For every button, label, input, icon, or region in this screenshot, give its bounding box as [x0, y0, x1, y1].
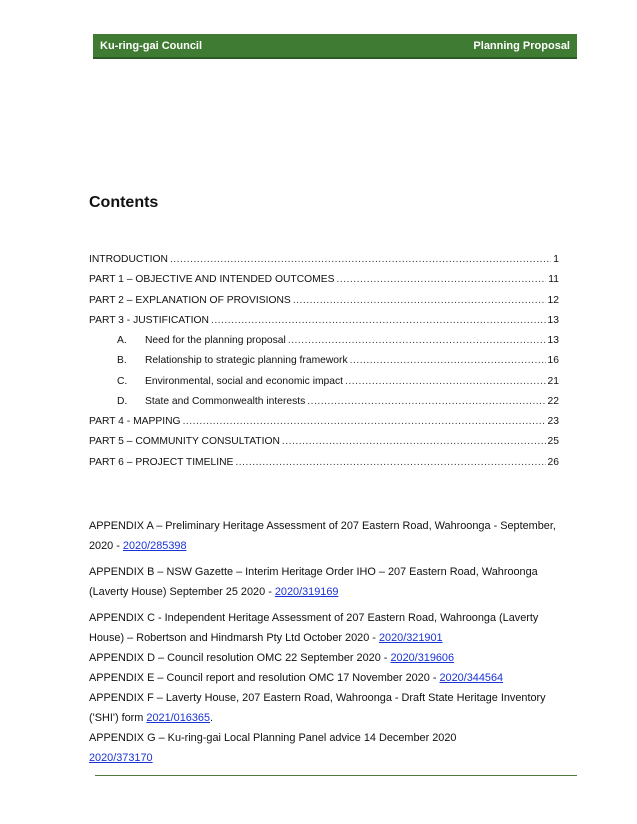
appendix-reference-link[interactable]: 2020/285398: [122, 540, 187, 552]
toc-subentry[interactable]: [89, 355, 559, 375]
appendix-reference-link[interactable]: 2020/321901: [378, 632, 443, 644]
toc-leader: [288, 335, 546, 346]
appendix-text: APPENDIX D – Council resolution OMC 22 September 2020 -: [89, 652, 391, 664]
toc-entry-page: 26: [547, 456, 559, 468]
toc-subentry-letter: D.: [117, 395, 128, 407]
page-header: [93, 34, 577, 59]
appendix-item: [89, 728, 564, 768]
appendix-item: [89, 516, 564, 556]
toc-entry-label: PART 6 – PROJECT TIMELINE: [89, 456, 234, 468]
toc-entry-label: INTRODUCTION: [89, 254, 168, 265]
toc-subentry-letter: B.: [117, 355, 127, 367]
appendix-item: [89, 648, 564, 668]
toc-subentry[interactable]: [89, 335, 559, 355]
appendix-reference-link[interactable]: 2021/016365: [146, 712, 211, 724]
toc-entry-page: 25: [547, 436, 559, 448]
toc-entry[interactable]: [89, 254, 559, 274]
appendix-text: APPENDIX E – Council report and resolution OMC 17 November 2020 -: [89, 672, 440, 684]
toc-leader: [211, 315, 546, 326]
toc-entry[interactable]: [89, 436, 559, 456]
toc-entry-page: 21: [547, 375, 559, 387]
toc-leader: [336, 274, 546, 285]
appendix-text: APPENDIX F – Laverty House, 207 Eastern Road, Wahroonga - Draft State Heritage Inventory ('SHI') form: [89, 692, 546, 724]
appendix-reference-link[interactable]: 2020/373170: [89, 752, 153, 764]
toc-leader: [307, 396, 545, 407]
toc-leader: [282, 436, 546, 447]
toc-entry-page: 1: [553, 254, 559, 265]
appendix-list: [89, 516, 564, 768]
toc-leader: [293, 295, 546, 306]
toc-entry[interactable]: [89, 315, 559, 335]
toc-leader: [345, 376, 546, 387]
header-document-type: Planning Proposal: [473, 39, 570, 52]
toc-entry-page: 23: [547, 416, 559, 427]
toc-entry-label: Relationship to strategic planning framework: [145, 355, 348, 367]
toc-entry-page: 13: [547, 335, 559, 346]
toc-entry[interactable]: [89, 457, 559, 477]
appendix-text: APPENDIX B – NSW Gazette – Interim Heritage Order IHO – 207 Eastern Road, Wahroonga (Laverty House) September 25 2020 -: [89, 566, 538, 598]
appendix-reference-link[interactable]: 2020/344564: [439, 672, 504, 684]
appendix-item: [89, 668, 564, 688]
toc-subentry[interactable]: [89, 376, 559, 396]
toc-leader: [183, 416, 546, 427]
toc-entry-label: Environmental, social and economic impact: [145, 375, 344, 387]
header-organisation: Ku-ring-gai Council: [100, 39, 203, 52]
toc-entry-label: State and Commonwealth interests: [145, 395, 306, 407]
appendix-reference-link[interactable]: 2020/319169: [274, 586, 339, 598]
toc-entry-label: PART 1 – OBJECTIVE AND INTENDED OUTCOMES: [89, 274, 335, 286]
toc-entry-page: 12: [547, 294, 559, 306]
toc-entry-label: PART 2 – EXPLANATION OF PROVISIONS: [89, 294, 291, 306]
toc-subentry[interactable]: [89, 396, 559, 416]
toc-entry-label: Need for the planning proposal: [145, 335, 286, 346]
appendix-item: [89, 688, 564, 728]
toc-entry-label: PART 3 - JUSTIFICATION: [89, 314, 209, 326]
toc-leader: [235, 457, 545, 468]
toc-leader: [350, 355, 546, 366]
appendix-text: APPENDIX A – Preliminary Heritage Assessment of 207 Eastern Road, Wahroonga - September, 2020 -: [89, 520, 556, 552]
appendix-text: APPENDIX C - Independent Heritage Assessment of 207 Eastern Road, Wahroonga (Laverty House) – Robertson and Hindmarsh Pty Ltd October 2020 -: [89, 612, 539, 644]
toc-entry-label: PART 5 – COMMUNITY CONSULTATION: [89, 436, 280, 448]
toc-entry-page: 22: [547, 395, 559, 407]
appendix-item: [89, 562, 564, 602]
toc-entry-page: 16: [547, 355, 559, 367]
toc-entry[interactable]: [89, 416, 559, 436]
page-title: Contents: [89, 194, 159, 211]
toc-entry-page: 11: [548, 274, 559, 286]
toc-entry-label: PART 4 - MAPPING: [89, 416, 181, 427]
toc-leader: [170, 254, 551, 265]
appendix-text: APPENDIX G – Ku-ring-gai Local Planning Panel advice 14 December 2020: [89, 732, 457, 744]
appendix-reference-link[interactable]: 2020/319606: [390, 652, 455, 664]
toc-subentry-letter: C.: [117, 375, 128, 387]
toc-subentry-letter: A.: [117, 335, 127, 346]
appendix-suffix: .: [210, 712, 214, 724]
table-of-contents: [89, 254, 559, 477]
toc-entry[interactable]: [89, 295, 559, 315]
appendix-item: [89, 608, 564, 648]
footer-divider: [95, 775, 577, 776]
toc-entry-page: 13: [547, 314, 559, 326]
toc-entry[interactable]: [89, 274, 559, 294]
